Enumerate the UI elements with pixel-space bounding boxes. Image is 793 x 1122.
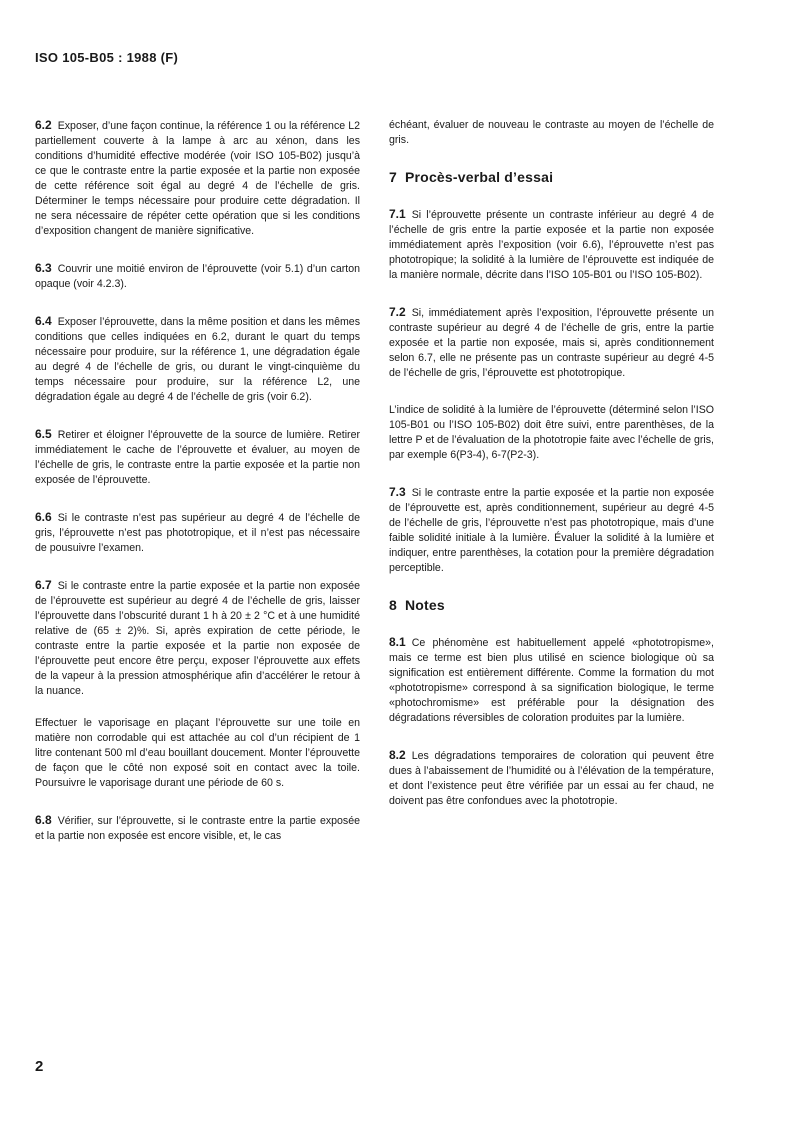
clause-number: 6.6 xyxy=(35,510,52,524)
clause-number: 6.8 xyxy=(35,813,52,827)
clause-number: 8.2 xyxy=(389,748,406,762)
clause-6-5 xyxy=(35,427,360,488)
section-title: Procès-verbal d’essai xyxy=(405,169,554,185)
clause-6-8-continued: échéant, évaluer de nouveau le contraste au moyen de l’échelle de gris. xyxy=(389,119,714,146)
clause-7-2-continued xyxy=(389,403,714,463)
note-8-2 xyxy=(389,748,714,809)
clause-6-4 xyxy=(35,314,360,405)
section-number: 8 xyxy=(389,597,397,613)
clause-number: 7.1 xyxy=(389,207,406,221)
document-header: ISO 105-B05 : 1988 (F) xyxy=(35,50,179,65)
clause-text: Couvrir une moitié environ de l’éprouvette (voir 5.1) d’un carton opaque (voir 4.2.3). xyxy=(35,263,360,290)
section-8-heading xyxy=(389,598,714,613)
section-title: Notes xyxy=(405,597,445,613)
clause-number: 6.4 xyxy=(35,314,52,328)
left-column xyxy=(35,118,360,866)
clause-6-2 xyxy=(35,118,360,239)
clause-number: 7.2 xyxy=(389,305,406,319)
clause-number: 6.7 xyxy=(35,578,52,592)
clause-text: Vérifier, sur l’éprouvette, si le contraste entre la partie exposée et la partie non exposée est encore visible, et, le cas xyxy=(35,815,360,842)
clause-text: Ce phénomène est habituellement appelé «phototropisme», mais ce terme est bien plus utilisé en science biologique où sa signification est entièrement différente. Comme la formation du mot «phototropisme» correspond à sa signification biologique, le terme «photochromisme» est préférable pour la désignation des dégradations réversibles de coloration produites par la lumière. xyxy=(389,637,714,724)
clause-text: Si le contraste entre la partie exposée et la partie non exposée de l’éprouvette est supérieur au degré 4 de l’échelle de gris, laisser l’éprouvette dans l’obscurité durant 1 h à 20 ± 2 °C et à une humidité relative de (65 ± 2)%. Si, après expiration de cette période, le contraste entre la partie exposée et la partie non exposée de l’éprouvette peut encore être perçu, exposer l’éprouvette aux effets de la vapeur à la pression atmosphérique afin d’accélérer le retour à la nuance. xyxy=(35,580,360,697)
clause-text: Les dégradations temporaires de coloration qui peuvent être dues à l’abaissement de l’humidité ou à l’élévation de la température, et dont l’existence peut être vérifiée par un essai au fer chaud, ne doivent pas être confondues avec la phototropie. xyxy=(389,750,714,807)
clause-text: Effectuer le vaporisage en plaçant l’éprouvette sur une toile en matière non corrodable qui est attachée au col d’un récipient de 1 litre contenant 500 ml d’eau bouillant doucement. Monter l’éprouvette de façon que le côté non exposé soit en contact avec la toile. Poursuivre le vaporisage durant une période de 60 s. xyxy=(35,717,360,789)
clause-number: 6.3 xyxy=(35,261,52,275)
clause-text: Exposer l’éprouvette, dans la même position et dans les mêmes conditions que celles indiquées en 6.2, durant le quart du temps nécessaire pour produire, sur la référence 1, une dégradation égale au degré 4 de l’échelle de gris, ou durant le vingt-cinquième du temps nécessaire pour produire, sur la référence L2, une dégradation égale au degré 4 de l’échelle de gris (voir 6.2). xyxy=(35,316,360,403)
clause-number: 8.1 xyxy=(389,635,406,649)
clause-6-3 xyxy=(35,261,360,292)
clause-text: Exposer, d’une façon continue, la référence 1 ou la référence L2 partiellement couverte à la lampe à arc au xénon, dans les conditions d’humidité effective modérée (voir ISO 105-B02) jusqu’à ce que le contraste entre la partie exposée et la partie non exposée de cette référence soit égal au degré 4 de l’échelle de gris. Déterminer le temps nécessaire pour produire cette dégradation. Il ne sera nécessaire de répéter cette opération que si les conditions d’exposition changent de manière significative. xyxy=(35,120,360,237)
clause-number: 6.2 xyxy=(35,118,52,132)
clause-text: Si l’éprouvette présente un contraste inférieur au degré 4 de l’échelle de gris entre la partie exposée et la partie non exposée immédiatement après l’exposition (voir 6.6), l’éprouvette n’est pas phototropique; la solidité à la lumière de l’éprouvette est indiquée de la manière normale, décrite dans l’ISO 105-B01 ou l’ISO 105-B02). xyxy=(389,209,714,281)
right-column xyxy=(389,118,714,831)
clause-6-7-continued xyxy=(35,716,360,791)
clause-text: L’indice de solidité à la lumière de l’éprouvette (déterminé selon l’ISO 105-B01 ou l’ISO 105-B02) doit être suivi, entre parenthèses, de la lettre P et de l’évaluation de la phototropie faite avec l’échelle de gris, par exemple 6(P3-4), 6-7(P2-3). xyxy=(389,404,714,461)
clause-text: Si, immédiatement après l’exposition, l’éprouvette présente un contraste supérieur au degré 4 de l’échelle de gris, entre la partie exposée et la partie non exposée, mais si, après conditionnement selon 6.7, elle ne présente pas un contraste supérieur au degré 4-5 de l’échelle de gris, l’éprouvette est phototropique. xyxy=(389,307,714,379)
clause-number: 7.3 xyxy=(389,485,406,499)
clause-6-8 xyxy=(35,813,360,844)
clause-7-1 xyxy=(389,207,714,283)
page-number: 2 xyxy=(35,1058,44,1075)
clause-number: 6.5 xyxy=(35,427,52,441)
section-7-heading xyxy=(389,170,714,185)
clause-7-3 xyxy=(389,485,714,576)
clause-text: Si le contraste n’est pas supérieur au degré 4 de l’échelle de gris, l’éprouvette n’est pas phototropique, et il n’est pas nécessaire de pousuivre l’examen. xyxy=(35,512,360,554)
clause-6-7 xyxy=(35,578,360,699)
clause-6-6 xyxy=(35,510,360,556)
clause-text: Retirer et éloigner l’éprouvette de la source de lumière. Retirer immédiatement le cache de l’éprouvette et évaluer, au moyen de l’échelle de gris, le contraste entre la partie exposée et la partie non exposée de l’éprouvette. xyxy=(35,429,360,486)
section-number: 7 xyxy=(389,169,397,185)
note-8-1 xyxy=(389,635,714,726)
clause-text: Si le contraste entre la partie exposée et la partie non exposée de l’éprouvette est, après conditionnement, supérieur au degré 4-5 de l’échelle de gris, l’éprouvette n’est pas phototropique, mais d’une faible solidité initiale à la lumière. Évaluer la solidité à la lumière et indiquer, entre parenthèses, la cotation pour la première dégradation perceptible. xyxy=(389,487,714,574)
clause-7-2 xyxy=(389,305,714,381)
